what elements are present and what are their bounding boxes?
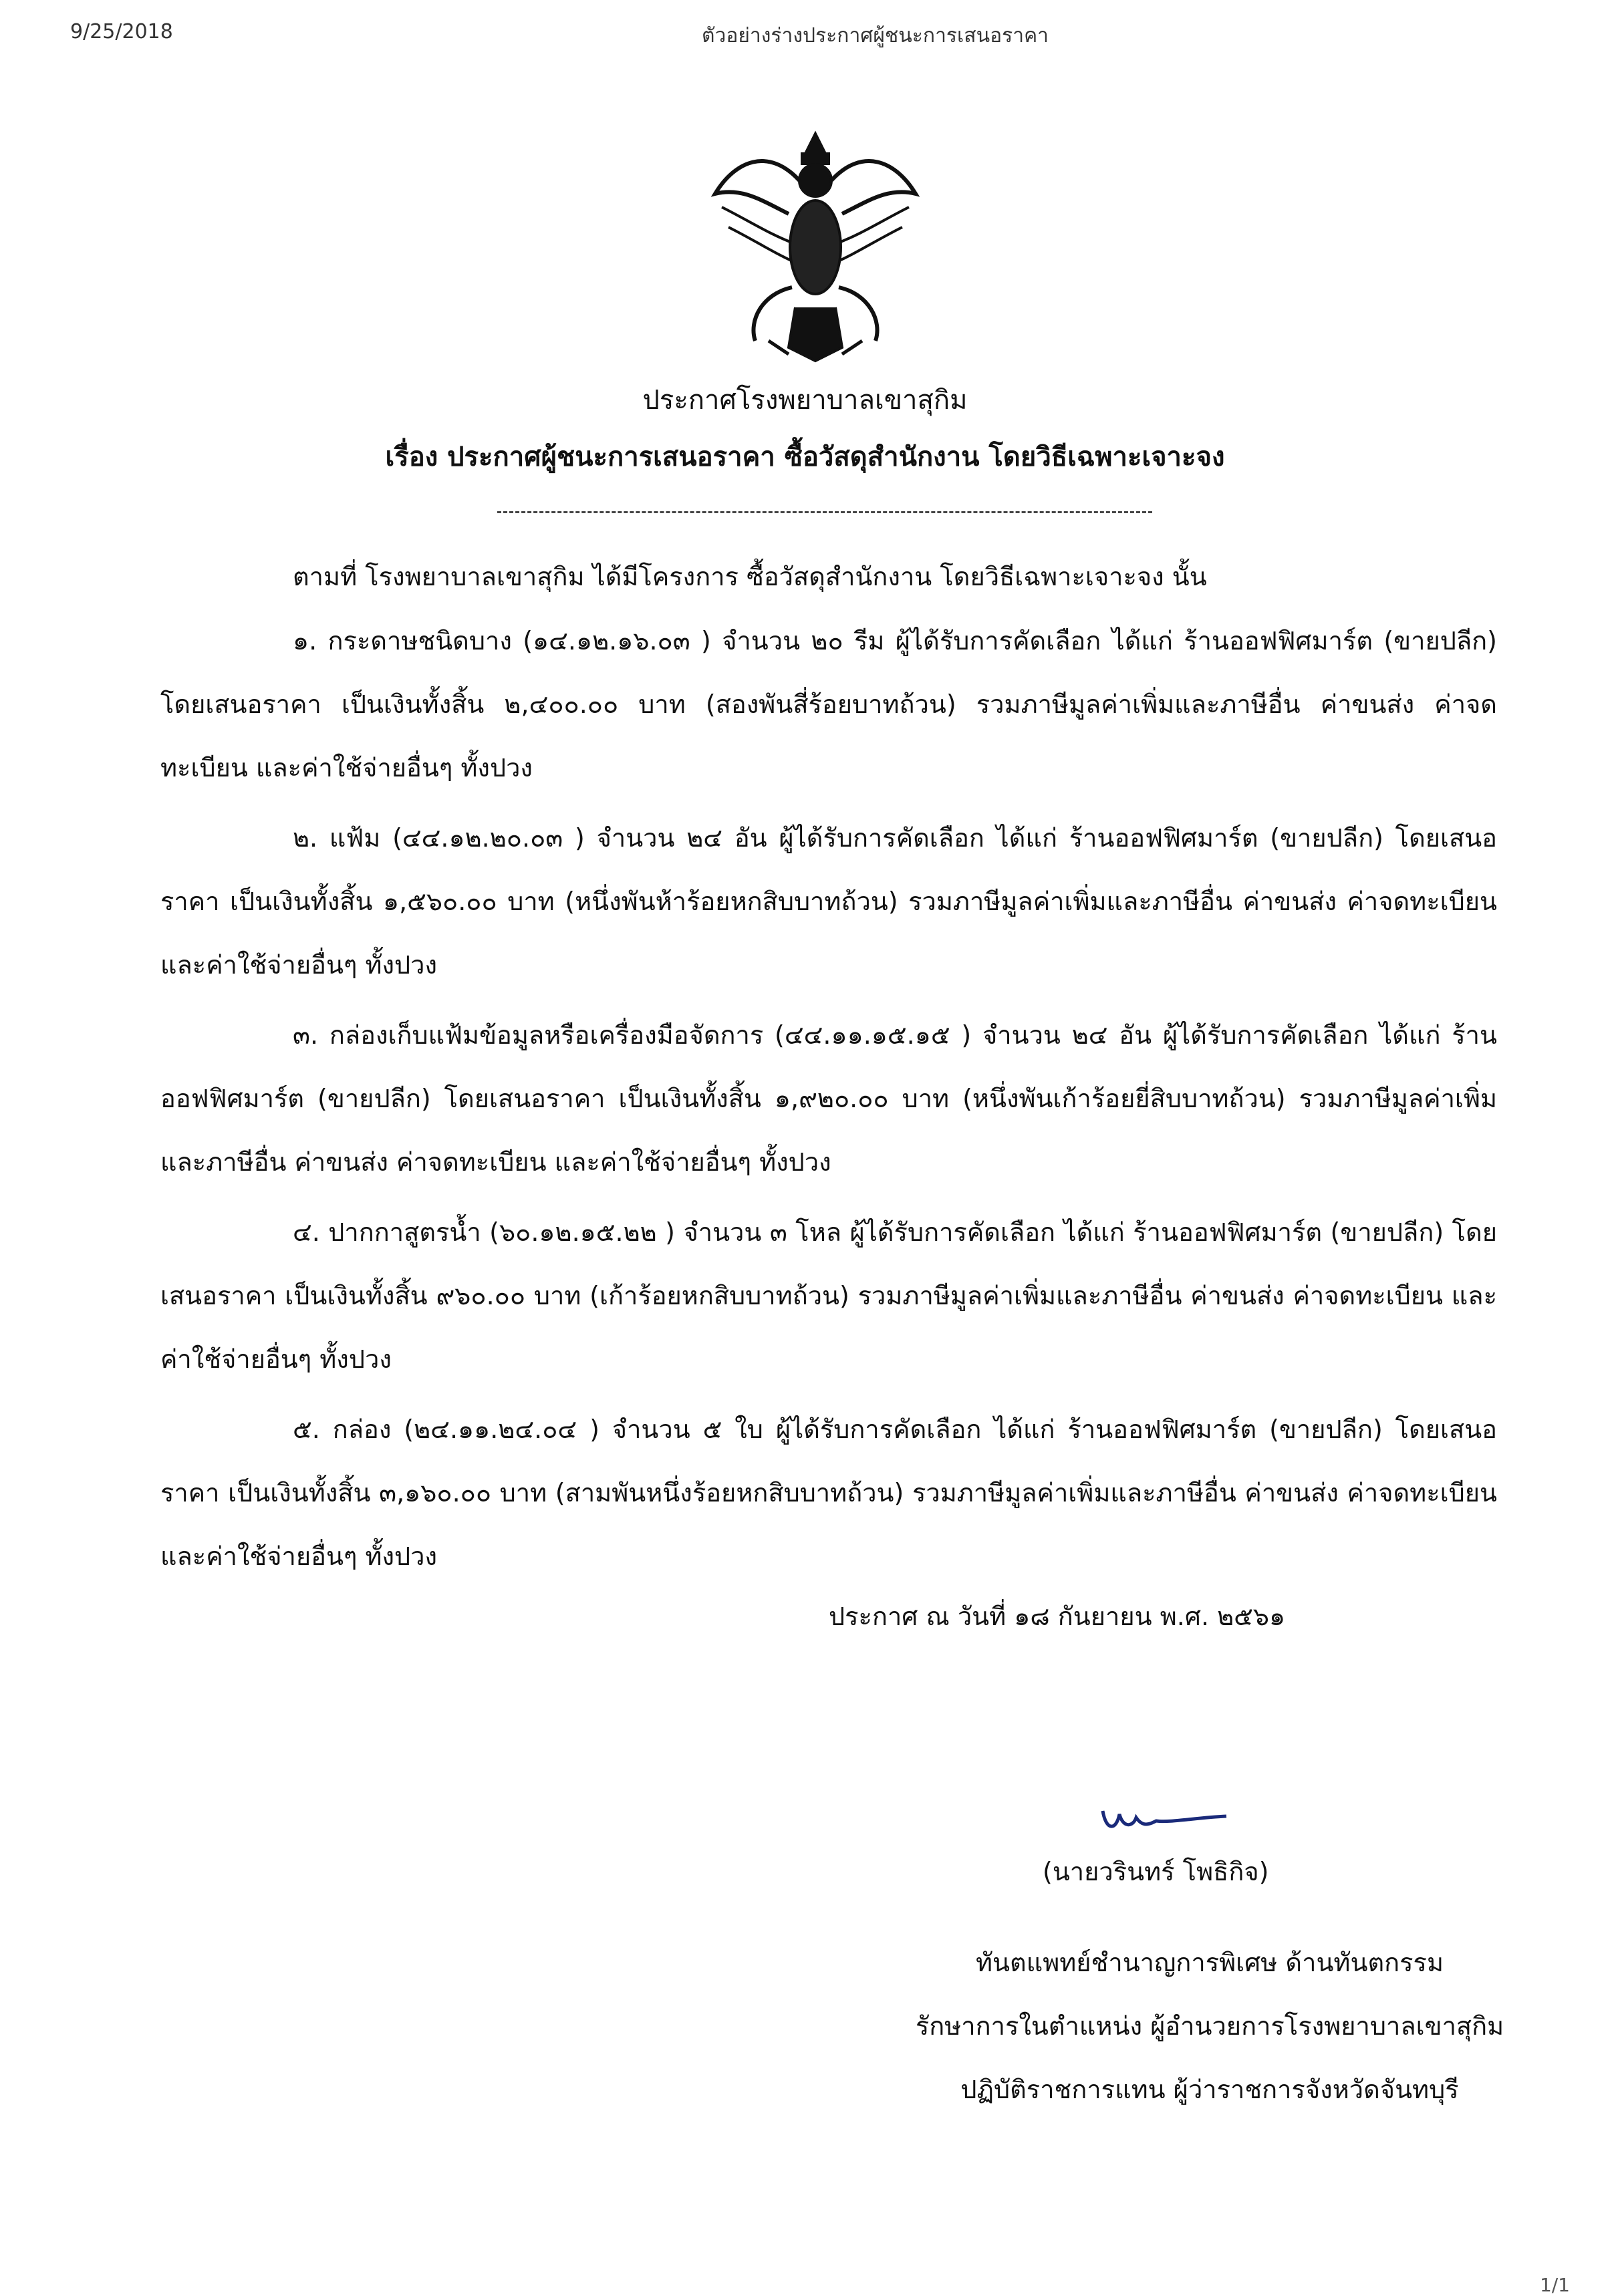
subject-title: เรื่อง ประกาศผู้ชนะการเสนอราคา ซื้อวัสดุสำนักงาน โดยวิธีเฉพาะเจาะจง bbox=[385, 442, 1225, 472]
list-item: ๓. กล่องเก็บแฟ้มข้อมูลหรือเครื่องมือจัดการ (๔๔.๑๑.๑๕.๑๕ ) จำนวน ๒๔ อัน ผู้ได้รับการคัดเลือก ได้แก่ ร้านออฟฟิศมาร์ต (ขายปลีก) โดยเสนอราคา เป็นเงินทั้งสิ้น ๑,๙๒๐.๐๐ บาท (หนึ่งพันเก้าร้อยยี่สิบบาทถ้วน) รวมภาษีมูลค่าเพิ่มและภาษีอื่น ค่าขนส่ง ค่าจดทะเบียน และค่าใช้จ่ายอื่นๆ ทั้งปวง bbox=[160, 1020, 1497, 1177]
handwritten-signature-icon bbox=[1096, 1798, 1230, 1838]
print-date: 9/25/2018 bbox=[70, 20, 173, 43]
signer-title-line: ทันตแพทย์ชำนาญการพิเศษ ด้านทันตกรรม bbox=[976, 1948, 1444, 1977]
signer-name: (นายวรินทร์ โพธิกิจ) bbox=[1043, 1857, 1269, 1886]
signer-title-line: รักษาการในตำแหน่ง ผู้อำนวยการโรงพยาบาลเขาสุกิม bbox=[915, 2011, 1504, 2041]
items-list bbox=[160, 609, 1497, 1595]
announcement-date: ประกาศ ณ วันที่ ๑๘ กันยายน พ.ศ. ๒๕๖๑ bbox=[829, 1602, 1286, 1631]
page-counter: 1/1 bbox=[1539, 2274, 1570, 2296]
print-header-title: ตัวอย่างร่างประกาศผู้ชนะการเสนอราคา bbox=[702, 24, 1049, 47]
intro-paragraph: ตามที่ โรงพยาบาลเขาสุกิม ได้มีโครงการ ซื้อวัสดุสำนักงาน โดยวิธีเฉพาะเจาะจง นั้น bbox=[293, 562, 1207, 591]
list-item: ๔. ปากกาสูตรน้ำ (๖๐.๑๒.๑๕.๒๒ ) จำนวน ๓ โหล ผู้ได้รับการคัดเลือก ได้แก่ ร้านออฟฟิศมาร์ต (ขายปลีก) โดยเสนอราคา เป็นเงินทั้งสิ้น ๙๖๐.๐๐ บาท (เก้าร้อยหกสิบบาทถ้วน) รวมภาษีมูลค่าเพิ่มและภาษีอื่น ค่าขนส่ง ค่าจดทะเบียน และค่าใช้จ่ายอื่นๆ ทั้งปวง bbox=[160, 1217, 1497, 1374]
institution-title: ประกาศโรงพยาบาลเขาสุกิม bbox=[642, 385, 968, 416]
list-item: ๒. แฟ้ม (๔๔.๑๒.๒๐.๐๓ ) จำนวน ๒๔ อัน ผู้ได้รับการคัดเลือก ได้แก่ ร้านออฟฟิศมาร์ต (ขายปลีก) โดยเสนอราคา เป็นเงินทั้งสิ้น ๑,๕๖๐.๐๐ บาท (หนึ่งพันห้าร้อยหกสิบบาทถ้วน) รวมภาษีมูลค่าเพิ่มและภาษีอื่น ค่าขนส่ง ค่าจดทะเบียน และค่าใช้จ่ายอื่นๆ ทั้งปวง bbox=[160, 823, 1497, 980]
list-item: ๑. กระดาษชนิดบาง (๑๔.๑๒.๑๖.๐๓ ) จำนวน ๒๐ รีม ผู้ได้รับการคัดเลือก ได้แก่ ร้านออฟฟิศมาร์ต (ขายปลีก) โดยเสนอราคา เป็นเงินทั้งสิ้น ๒,๔๐๐.๐๐ บาท (สองพันสี่ร้อยบาทถ้วน) รวมภาษีมูลค่าเพิ่มและภาษีอื่น ค่าขนส่ง ค่าจดทะเบียน และค่าใช้จ่ายอื่นๆ ทั้งปวง bbox=[160, 626, 1497, 782]
signer-titles bbox=[889, 1931, 1530, 2122]
garuda-emblem-icon bbox=[708, 120, 922, 374]
list-item: ๕. กล่อง (๒๔.๑๑.๒๔.๐๔ ) จำนวน ๕ ใบ ผู้ได้รับการคัดเลือก ได้แก่ ร้านออฟฟิศมาร์ต (ขายปลีก) โดยเสนอราคา เป็นเงินทั้งสิ้น ๓,๑๖๐.๐๐ บาท (สามพันหนึ่งร้อยหกสิบบาทถ้วน) รวมภาษีมูลค่าเพิ่มและภาษีอื่น ค่าขนส่ง ค่าจดทะเบียน และค่าใช้จ่ายอื่นๆ ทั้งปวง bbox=[160, 1415, 1497, 1571]
dashed-divider bbox=[497, 511, 1152, 513]
signer-title-line: ปฏิบัติราชการแทน ผู้ว่าราชการจังหวัดจันทบุรี bbox=[960, 2075, 1459, 2104]
